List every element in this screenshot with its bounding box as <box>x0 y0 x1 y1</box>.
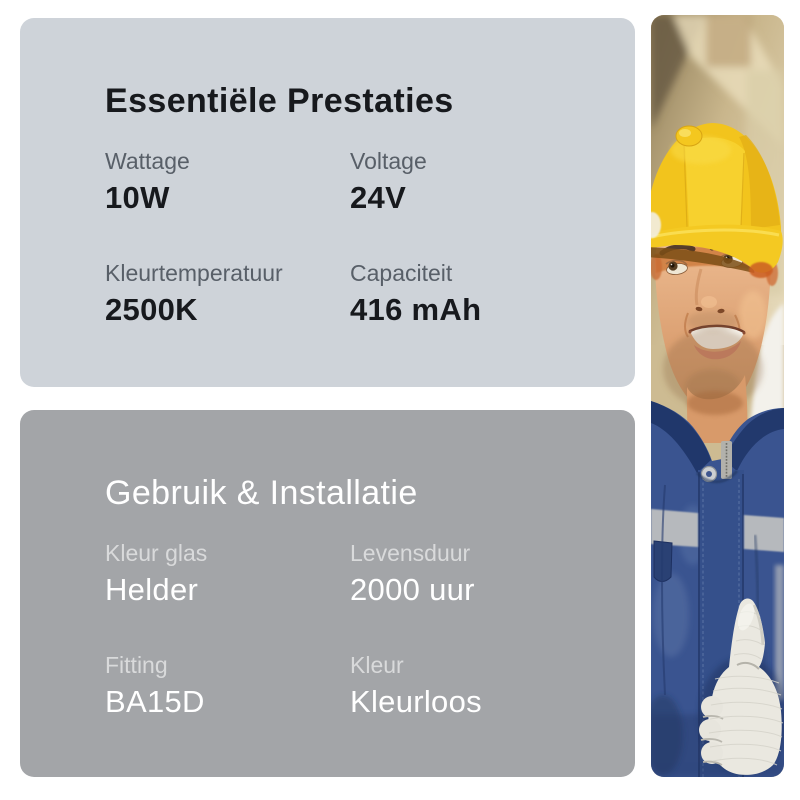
spec-label: Wattage <box>105 148 190 174</box>
spec-label: Fitting <box>105 652 168 678</box>
spec-value: 24V <box>350 180 407 215</box>
usage-installation-card <box>20 410 635 777</box>
spec-kleur-glas <box>105 540 350 608</box>
spec-wattage <box>105 148 350 216</box>
spec-label: Levensduur <box>350 540 471 566</box>
card-title-essential: Essentiële Prestaties <box>105 82 454 120</box>
spec-label: Kleur <box>350 652 404 678</box>
spec-label: Capaciteit <box>350 260 453 286</box>
spec-value: 2500K <box>105 292 198 327</box>
helmet-vent-knob <box>676 126 702 146</box>
spec-label: Kleur glas <box>105 540 208 566</box>
zipper <box>721 441 732 479</box>
spec-capaciteit <box>350 260 481 328</box>
spec-value: 2000 uur <box>350 572 475 607</box>
spec-value: BA15D <box>105 684 205 719</box>
spec-kleurtemperatuur <box>105 260 350 328</box>
essential-performance-card <box>20 18 635 387</box>
spec-label: Voltage <box>350 148 427 174</box>
spec-voltage <box>350 148 481 216</box>
spec-value: Helder <box>105 572 199 607</box>
spec-levensduur <box>350 540 482 608</box>
worker-photo <box>651 15 784 777</box>
spec-grid <box>105 540 482 720</box>
spec-kleur <box>350 652 482 720</box>
spec-value: Kleurloos <box>350 684 482 719</box>
spec-value: 416 mAh <box>350 292 482 327</box>
spec-label: Kleurtemperatuur <box>105 260 283 286</box>
spec-fitting <box>105 652 350 720</box>
spec-grid <box>105 148 481 328</box>
card-title-usage: Gebruik & Installatie <box>105 474 418 512</box>
spec-value: 10W <box>105 180 170 215</box>
